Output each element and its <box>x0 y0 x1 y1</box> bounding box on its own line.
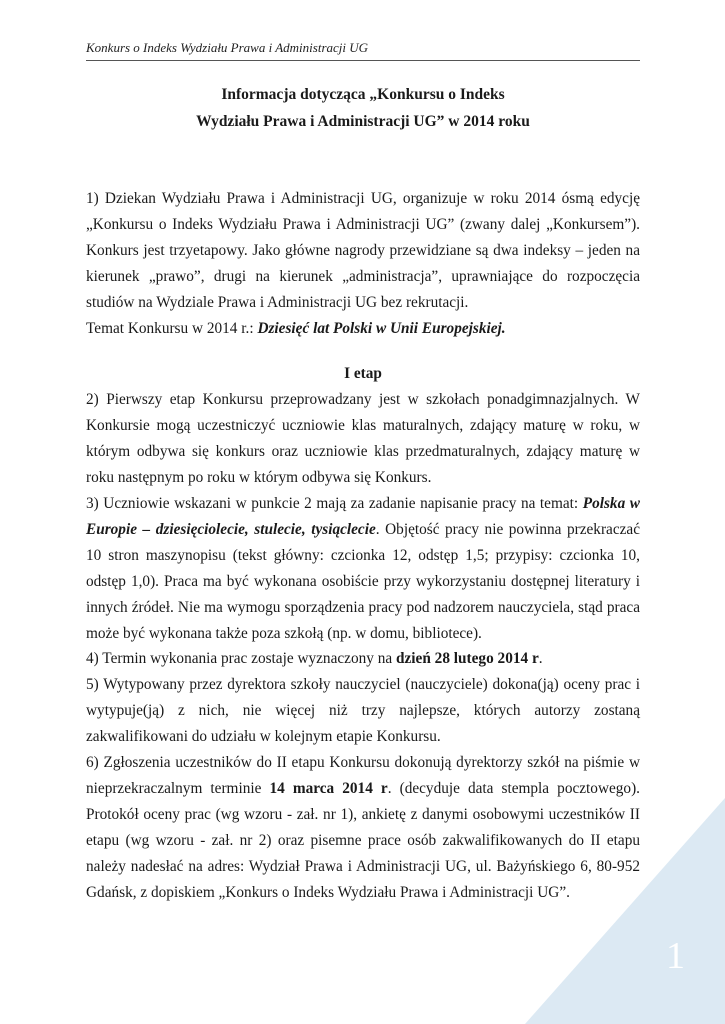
document-title-line-2: Wydziału Prawa i Administracji UG” w 2014 roku <box>196 113 530 130</box>
registration-deadline: 14 marca 2014 r <box>269 779 388 797</box>
p6-after: . (decyduje data stempla pocztowego). Protokół oceny prac (wg wzoru - zał. nr 1), ankietę z danymi osobowymi uczestników II etapu (wg wzoru - zał. nr 2) oraz pisemne prace osób zakwalifikowanych do II etapu należy nadesłać na adres: Wydział Prawa i Administracji UG, ul. Bażyńskiego 6, 80-952 Gdańsk, z dopiskiem „Konkurs o Indeks Wydziału Prawa i Administracji UG”. <box>86 779 640 901</box>
p4-after: . <box>538 650 543 668</box>
stage-1-heading: I etap <box>344 365 382 383</box>
corner-triangle <box>525 798 725 1024</box>
paragraph-3 <box>86 491 640 646</box>
p6-before: 6) Zgłoszenia uczestników do II etapu Konkursu dokonują dyrektorzy szkół na piśmie w nieprzekraczalnym terminie <box>86 754 640 797</box>
p4-before: 4) Termin wykonania prac zostaje wyznaczony na <box>86 650 396 668</box>
page-corner-decoration <box>525 798 725 1024</box>
document-title-line-1: Informacja dotycząca „Konkursu o Indeks <box>221 86 505 103</box>
deadline-date: dzień 28 lutego 2014 r <box>396 650 539 668</box>
paragraph-5: 5) Wytypowany przez dyrektora szkoły nauczyciel (nauczyciele) dokona(ją) oceny prac i wytypuje(ją) z nich, nie więcej niż trzy najlepsze, których autorzy zostaną zakwalifikowani do udziału w kolejnym etapie Konkursu. <box>86 676 640 746</box>
paragraph-1: 1) Dziekan Wydziału Prawa i Administracji UG, organizuje w roku 2014 ósmą edycję „Konkursu o Indeks Wydziału Prawa i Administracji UG” (zwany dalej „Konkursem”). Konkurs jest trzyetapowy. Jako główne nagrody przewidziane są dwa indeksy – jeden na kierunek „prawo”, drugi na kierunek „administracja”, uprawniające do rozpoczęcia studiów na Wydziale Prawa i Administracji UG bez rekrutacji. <box>86 190 640 311</box>
p3-before: 3) Uczniowie wskazani w punkcie 2 mają za zadanie napisanie pracy na temat: <box>86 494 583 512</box>
essay-topic: Polska w Europie – dziesięciolecie, stulecie, tysiąclecie <box>86 494 640 538</box>
running-header: Konkurs o Indeks Wydziału Prawa i Administracji UG <box>86 40 640 61</box>
paragraph-4 <box>86 646 640 672</box>
p3-after: . Objętość pracy nie powinna przekraczać 10 stron maszynopisu (tekst główny: czcionka 12, odstęp 1,5; przypisy: czcionka 10, odstęp 1,0). Praca ma być wykonana osobiście przy wykorzystaniu dostępnej literatury i innych źródeł. Nie ma wymogu sporządzenia pracy pod nadzorem nauczyciela, stąd praca może być wykonana także poza szkołą (np. w domu, bibliotece). <box>86 520 640 642</box>
page-number: 1 <box>666 935 685 977</box>
theme-prefix: Temat Konkursu w 2014 r.: <box>86 319 258 337</box>
theme-topic: Dziesięć lat Polski w Unii Europejskiej. <box>257 319 506 337</box>
paragraph-2: 2) Pierwszy etap Konkursu przeprowadzany jest w szkołach ponadgimnazjalnych. W Konkursie mogą uczestniczyć uczniowie klas maturalnych, zdający maturę w roku, w którym odbywa się konkurs oraz uczniowie klas przedmaturalnych, zdający maturę w roku następnym po roku w którym odbywa się Konkurs. <box>86 391 640 487</box>
contest-theme <box>86 316 640 342</box>
